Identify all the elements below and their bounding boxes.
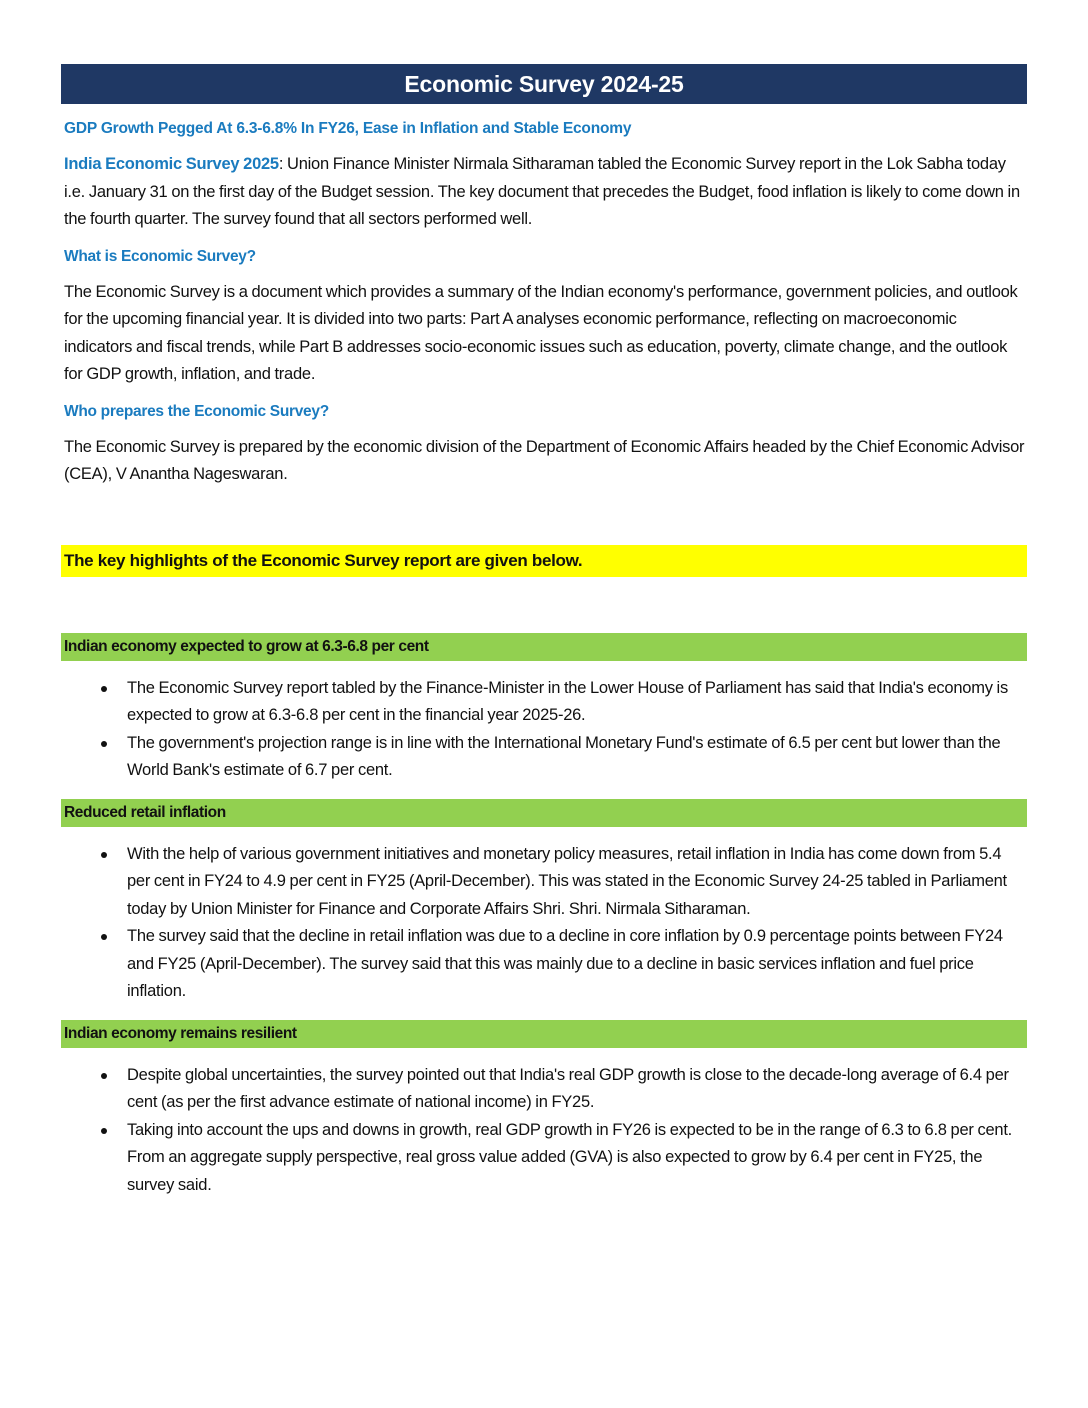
faq-answer-what: The Economic Survey is a document which provides a summary of the Indian economy's performance, government policies, and outlook for the upcoming financial year. It is divided into two parts: Part A analyses economic performance, reflecting on macroeconomic indicators and fiscal trends, while Part B addresses socio-economic issues such as education, poverty, climate change, and the outlook for GDP growth, inflation, and trade. <box>64 282 1018 383</box>
faq-question-what: What is Economic Survey? <box>64 247 256 265</box>
document-title-bar <box>61 64 1027 104</box>
section-resilient-bullets <box>61 1062 1027 1200</box>
intro-separator: : <box>278 155 288 173</box>
document-page <box>61 64 1027 1199</box>
section-heading-growth <box>61 633 1027 661</box>
list-item <box>61 841 1027 924</box>
bullet-text: With the help of various government initiatives and monetary policy measures, retail inflation in India has come down from 5.4 per cent in FY24 to 4.9 per cent in FY25 (April-December). This was stated in the Economic Survey 24-25 tabled in Parliament today by Union Minister for Finance and Corporate Affairs Shri. Shri. Nirmala Sitharaman. <box>127 844 1007 918</box>
bullet-icon <box>101 934 107 940</box>
document-subtitle: GDP Growth Pegged At 6.3-6.8% In FY26, Ease in Inflation and Stable Economy <box>64 120 632 137</box>
faq-question-who: Who prepares the Economic Survey? <box>64 402 329 420</box>
bullet-text: The government's projection range is in line with the International Monetary Fund's estimate of 6.5 per cent but lower than the World Bank's estimate of 6.7 per cent. <box>127 733 1001 779</box>
bullet-text: Taking into account the ups and downs in growth, real GDP growth in FY26 is expected to be in the range of 6.3 to 6.8 per cent. From an aggregate supply perspective, real gross value added (GVA) is also expected to grow by 6.4 per cent in FY25, the survey said. <box>127 1120 1013 1194</box>
bullet-icon <box>101 1128 107 1134</box>
bullet-text: Despite global uncertainties, the survey pointed out that India's real GDP growth is close to the decade-long average of 6.4 per cent (as per the first advance estimate of national income) in FY25. <box>127 1065 1009 1111</box>
intro-text: Union Finance Minister Nirmala Sitharaman tabled the Economic Survey report in the Lok Sabha today i.e. January 31 on the first day of the Budget session. The key document that precedes the Budget, food inflation is likely to come down in the fourth quarter. The survey found that all sectors performed well. <box>64 155 1020 228</box>
bullet-text: The survey said that the decline in retail inflation was due to a decline in core inflation by 0.9 percentage points between FY24 and FY25 (April-December). The survey said that this was mainly due to a decline in basic services inflation and fuel price inflation. <box>127 927 1003 1000</box>
section-heading-text: Indian economy remains resilient <box>64 1024 297 1042</box>
section-heading-resilient <box>61 1020 1027 1048</box>
section-growth-bullets <box>61 675 1027 785</box>
list-item <box>61 675 1027 730</box>
bullet-icon <box>101 852 107 858</box>
bullet-text: The Economic Survey report tabled by the Finance-Minister in the Lower House of Parliament has said that India's economy is expected to grow at 6.3-6.8 per cent in the financial year 2025-26. <box>127 678 1008 724</box>
list-item <box>61 1062 1027 1117</box>
section-inflation-bullets <box>61 841 1027 1006</box>
intro-lead: India Economic Survey 2025 <box>64 155 279 173</box>
faq-answer-who: The Economic Survey is prepared by the economic division of the Department of Economic Affairs headed by the Chief Economic Advisor (CEA), V Anantha Nageswaran. <box>64 437 1025 483</box>
highlights-banner-text: The key highlights of the Economic Survey report are given below. <box>64 550 583 570</box>
bullet-icon <box>101 741 107 747</box>
bullet-icon <box>101 1073 107 1079</box>
bullet-icon <box>101 686 107 692</box>
section-heading-inflation <box>61 799 1027 827</box>
section-heading-text: Reduced retail inflation <box>64 803 226 821</box>
section-heading-text: Indian economy expected to grow at 6.3-6.8 per cent <box>64 637 429 655</box>
list-item <box>61 923 1027 1006</box>
document-title: Economic Survey 2024-25 <box>404 70 684 97</box>
intro-paragraph <box>64 151 1027 234</box>
list-item <box>61 1117 1027 1200</box>
highlights-banner <box>61 545 1027 577</box>
list-item <box>61 730 1027 785</box>
